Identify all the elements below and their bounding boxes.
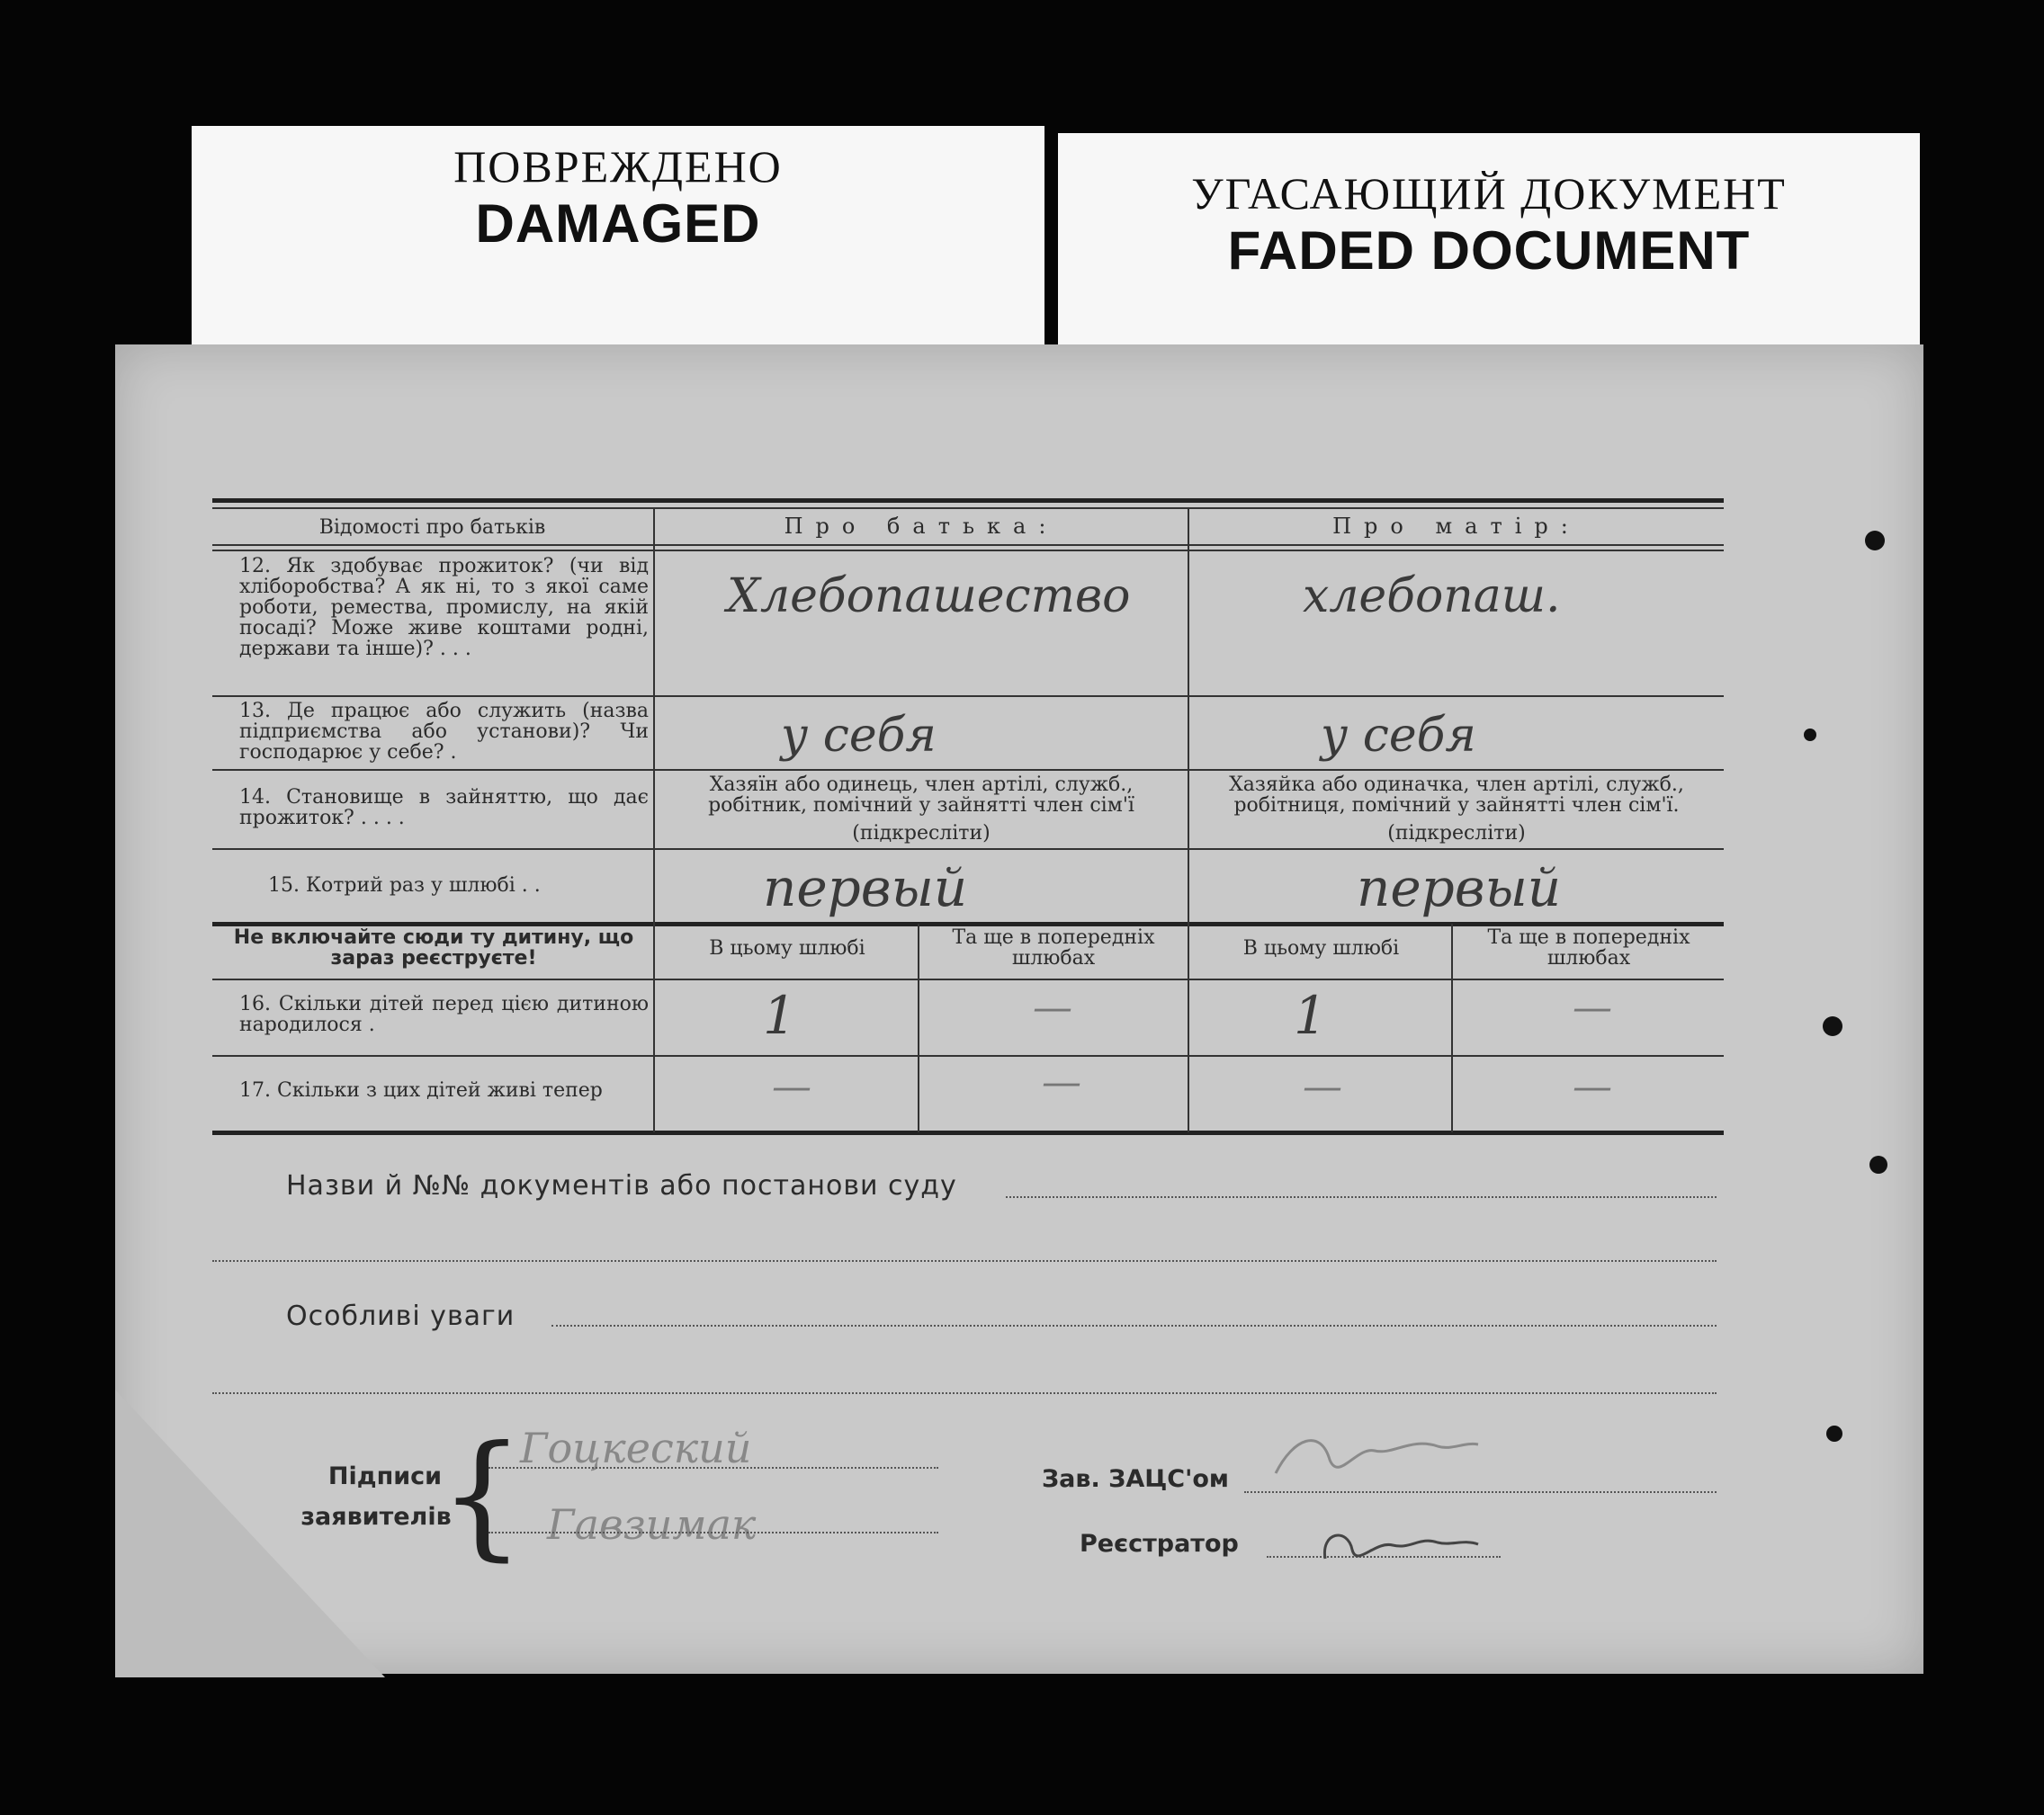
faded-label-en: FADED DOCUMENT — [1227, 220, 1751, 281]
answer-q17-father-prev: — — [1042, 1059, 1081, 1105]
mother-previous-header: Та ще в попередніх шлюбах — [1487, 926, 1690, 970]
signatures-label-line2: заявителів — [300, 1503, 452, 1531]
question-15: 15. Котрий раз у шлюбі . . — [268, 874, 541, 897]
question-17: 17. Скільки з цих дітей живі тепер — [239, 1079, 603, 1102]
row13-rule — [212, 769, 1724, 771]
remarks-line — [551, 1325, 1717, 1327]
applicant-signature-2: Гавзимак — [547, 1500, 757, 1549]
signatures-label-line1: Підписи — [327, 1462, 443, 1490]
punch-hole — [1804, 729, 1816, 741]
question-13: 13. Де працює або служить (назва підприємства або установи)? Чи господарює у себе? . — [239, 700, 649, 764]
applicant-signature-line-1 — [489, 1467, 938, 1469]
col-divider-1 — [653, 509, 655, 1132]
q14-mother-options: Хазяйка або одиначка, член артілі, служб., робітниця, помічний у зайнятті член сім'ї. — [1229, 773, 1684, 818]
documents-label: Назви й №№ документів або постанови суду — [286, 1170, 957, 1202]
answer-q17-father-this: — — [772, 1064, 811, 1110]
applicant-signature-1: Гоцкеский — [520, 1424, 752, 1472]
documents-line — [1006, 1196, 1717, 1198]
table-top-rule — [212, 498, 1724, 503]
applicant-signature-line-2 — [489, 1532, 938, 1533]
answer-q16-father-this: 1 — [763, 985, 796, 1046]
remarks-line-2 — [212, 1392, 1717, 1394]
answer-q16-mother-prev: — — [1573, 985, 1612, 1031]
col-divider-2 — [1188, 509, 1189, 1132]
col-header-father: Про батька: — [784, 514, 1059, 539]
question-16: 16. Скільки дітей перед цією дитиною народилося . — [239, 993, 649, 1037]
folded-corner — [115, 1390, 385, 1677]
answer-q16-mother-this: 1 — [1294, 985, 1327, 1046]
answer-q16-father-prev: — — [1033, 985, 1072, 1031]
zags-head-signature — [1258, 1419, 1492, 1491]
answer-q15-mother: первый — [1357, 857, 1562, 918]
punch-hole — [1826, 1426, 1842, 1442]
header-bottom-rule-2 — [212, 550, 1724, 551]
remarks-label: Особливі уваги — [286, 1301, 515, 1332]
answer-q13-father: у себя — [781, 709, 937, 763]
documents-line-2 — [212, 1260, 1717, 1262]
children-instruction: Не включайте сюди ту дитину, що зараз реєструєте! — [233, 926, 634, 970]
answer-q17-mother-this: — — [1303, 1064, 1342, 1110]
punch-hole — [1865, 531, 1885, 550]
damaged-label-en: DAMAGED — [475, 193, 761, 254]
col-header-parents: Відомості про батьків — [318, 516, 546, 539]
punch-hole — [1823, 1016, 1842, 1036]
row16-rule — [212, 1055, 1724, 1057]
row14-rule — [212, 848, 1724, 850]
header-bottom-rule — [212, 544, 1724, 546]
answer-q12-father: Хлебопашество — [727, 569, 1131, 623]
question-12: 12. Як здобуває прожиток? (чи від хліборобства? А як ні, то з якої саме роботи, ремества, промислу, на якій посаді? Може живе коштами родні, держави та інше)? . . . — [239, 555, 649, 661]
faded-label-ru: УГАСАЮЩИЙ ДОКУМЕНТ — [1191, 168, 1787, 219]
answer-q12-mother: хлебопаш. — [1303, 569, 1561, 623]
faded-label-card — [1058, 133, 1920, 349]
zags-head-signature-line — [1244, 1491, 1717, 1493]
q14-father-options: Хазяїн або одинець, член артілі, служб., робітник, помічний у зайнятті член сім'ї — [708, 773, 1134, 818]
answer-q13-mother: у себя — [1321, 709, 1476, 763]
punch-hole — [1869, 1156, 1887, 1174]
q14-father-underline-note: (підкресліти) — [852, 822, 991, 845]
col-divider-mother-sub — [1451, 924, 1453, 1132]
registrar-signature — [1312, 1514, 1492, 1586]
document-sheet — [115, 344, 1923, 1674]
answer-q17-mother-prev: — — [1573, 1064, 1612, 1110]
answer-q15-father: первый — [763, 857, 968, 918]
row12-rule — [212, 695, 1724, 697]
question-14: 14. Становище в зайняттю, що дає прожиток? . . . . — [239, 786, 649, 830]
subheader-rule — [212, 979, 1724, 980]
table-top-rule-2 — [212, 507, 1724, 509]
signatures-brace: { — [439, 1417, 525, 1574]
zags-head-label: Зав. ЗАЦС'ом — [1042, 1465, 1229, 1493]
damaged-label-card — [192, 126, 1044, 353]
father-previous-header: Та ще в попередніх шлюбах — [952, 926, 1155, 970]
col-divider-father-sub — [918, 924, 919, 1132]
father-this-marriage-header: В цьому шлюбі — [709, 937, 865, 960]
damaged-label-ru: ПОВРЕЖДЕНО — [453, 141, 783, 192]
col-header-mother: Про матір: — [1332, 514, 1581, 539]
mother-this-marriage-header: В цьому шлюбі — [1242, 937, 1400, 960]
registrar-label: Реєстратор — [1080, 1530, 1239, 1558]
table-bottom-rule — [212, 1131, 1724, 1135]
q14-mother-underline-note: (підкресліти) — [1387, 822, 1526, 845]
